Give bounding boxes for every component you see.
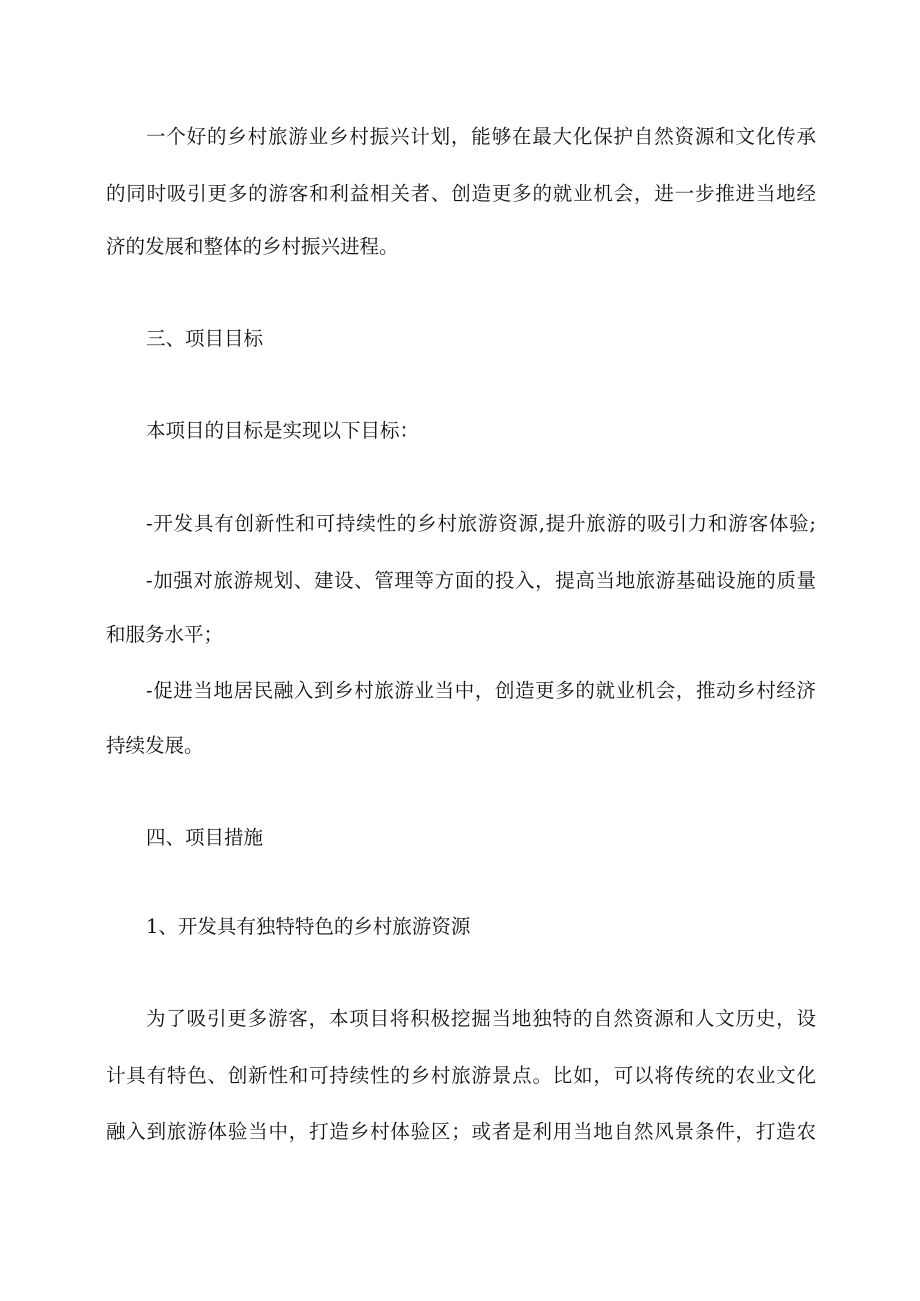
bullet-3-line-2: 持续发展。 bbox=[106, 734, 204, 757]
paragraph-1-line-1: 一个好的乡村旅游业乡村振兴计划，能够在最大化保护自然资源和文化传承 bbox=[146, 125, 816, 148]
paragraph-1-line-2: 的同时吸引更多的游客和利益相关者、创造更多的就业机会，进一步推进当地经 bbox=[106, 182, 816, 205]
section-heading-3: 三、项目目标 bbox=[146, 327, 264, 350]
paragraph-2: 本项目的目标是实现以下目标： bbox=[146, 419, 420, 442]
paragraph-1-line-3: 济的发展和整体的乡村振兴进程。 bbox=[106, 235, 399, 258]
bullet-2-line-2: 和服务水平； bbox=[106, 623, 224, 646]
paragraph-3-line-1: 为了吸引更多游客，本项目将积极挖掘当地独特的自然资源和人文历史，设 bbox=[146, 1007, 816, 1030]
bullet-2-line-1: -加强对旅游规划、建设、管理等方面的投入，提高当地旅游基础设施的质量 bbox=[146, 569, 816, 592]
section-heading-4: 四、项目措施 bbox=[146, 826, 264, 849]
paragraph-3-line-3: 融入到旅游体验当中，打造乡村体验区；或者是利用当地自然风景条件，打造农 bbox=[106, 1120, 816, 1143]
bullet-1: -开发具有创新性和可持续性的乡村旅游资源,提升旅游的吸引力和游客体验; bbox=[146, 512, 816, 535]
paragraph-3-line-2: 计具有特色、创新性和可持续性的乡村旅游景点。比如，可以将传统的农业文化 bbox=[106, 1064, 816, 1087]
bullet-3-line-1: -促进当地居民融入到乡村旅游业当中，创造更多的就业机会，推动乡村经济 bbox=[146, 679, 816, 702]
subheading-1: 1、开发具有独特特色的乡村旅游资源 bbox=[146, 915, 471, 938]
